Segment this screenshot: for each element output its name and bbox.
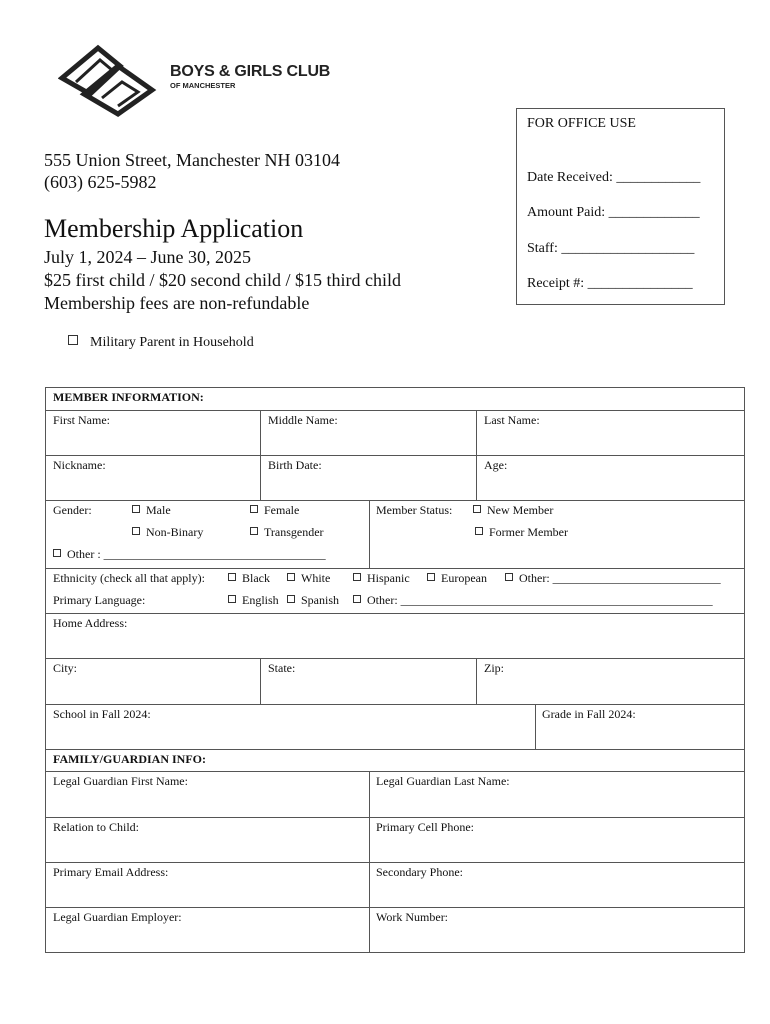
work-number-field[interactable]: Work Number:: [376, 910, 449, 924]
ethnicity-black-label: Black: [242, 571, 270, 585]
language-english-checkbox[interactable]: [228, 593, 279, 608]
page-title: Membership Application: [44, 214, 304, 243]
city-field[interactable]: City:: [53, 661, 78, 675]
ethnicity-label: Ethnicity (check all that apply):: [53, 571, 205, 585]
zip-field[interactable]: Zip:: [484, 661, 504, 675]
membership-fees: $25 first child / $20 second child / $15 third child: [44, 270, 401, 290]
member-info-header: MEMBER INFORMATION:: [53, 390, 204, 404]
club-phone: (603) 625-5982: [44, 172, 157, 192]
new-member-label: New Member: [487, 503, 554, 517]
first-name-field[interactable]: First Name:: [53, 413, 110, 427]
receipt-field[interactable]: Receipt #: _______________: [527, 276, 693, 291]
language-spanish-checkbox[interactable]: [287, 593, 339, 608]
ethnicity-hispanic-label: Hispanic: [367, 571, 410, 585]
ethnicity-european-checkbox[interactable]: [427, 571, 487, 586]
guardian-first-name-field[interactable]: Legal Guardian First Name:: [53, 774, 188, 788]
nickname-field[interactable]: Nickname:: [53, 458, 106, 472]
staff-field[interactable]: Staff: ___________________: [527, 241, 695, 256]
language-label: Primary Language:: [53, 593, 146, 607]
ethnicity-black-checkbox[interactable]: [228, 571, 270, 586]
membership-dates: July 1, 2024 – June 30, 2025: [44, 247, 251, 267]
gender-other-label: Other : _____________________________________: [67, 547, 326, 561]
checkbox-icon[interactable]: [473, 505, 481, 513]
gender-male-label: Male: [146, 503, 171, 517]
checkbox-icon[interactable]: [475, 527, 483, 535]
checkbox-icon[interactable]: [228, 573, 236, 581]
language-english-label: English: [242, 593, 279, 607]
guardian-employer-field[interactable]: Legal Guardian Employer:: [53, 910, 182, 924]
language-other-label: Other: ____________________________________________________: [367, 593, 713, 607]
guardian-last-name-field[interactable]: Legal Guardian Last Name:: [376, 774, 510, 788]
refund-policy: Membership fees are non-refundable: [44, 293, 310, 313]
ethnicity-white-label: White: [301, 571, 331, 585]
gender-female-label: Female: [264, 503, 300, 517]
new-member-checkbox[interactable]: [473, 503, 553, 518]
street-address: 555 Union Street, Manchester NH 03104: [44, 150, 340, 170]
gender-label: Gender:: [53, 503, 92, 517]
checkbox-icon[interactable]: [287, 595, 295, 603]
office-use-box: [516, 108, 725, 305]
primary-cell-field[interactable]: Primary Cell Phone:: [376, 820, 474, 834]
ethnicity-other-label: Other: ____________________________: [519, 571, 721, 585]
member-status-label: Member Status:: [376, 503, 453, 517]
grade-field[interactable]: Grade in Fall 2024:: [542, 707, 636, 721]
gender-transgender-label: Transgender: [264, 525, 324, 539]
gender-other-field[interactable]: [53, 547, 326, 562]
gender-female-checkbox[interactable]: [250, 503, 299, 518]
office-use-title: FOR OFFICE USE: [527, 116, 636, 131]
application-info: [44, 246, 401, 315]
gender-nonbinary-label: Non-Binary: [146, 525, 204, 539]
ethnicity-european-label: European: [441, 571, 487, 585]
gender-nonbinary-checkbox[interactable]: [132, 525, 203, 540]
secondary-phone-field[interactable]: Secondary Phone:: [376, 865, 463, 879]
relation-field[interactable]: Relation to Child:: [53, 820, 139, 834]
checkbox-icon[interactable]: [250, 527, 258, 535]
former-member-label: Former Member: [489, 525, 568, 539]
family-info-header: FAMILY/GUARDIAN INFO:: [53, 752, 206, 766]
logo-title: BOYS & GIRLS CLUB: [170, 63, 331, 80]
checkbox-icon[interactable]: [353, 573, 361, 581]
club-address: [44, 149, 340, 193]
gender-male-checkbox[interactable]: [132, 503, 171, 518]
last-name-field[interactable]: Last Name:: [484, 413, 540, 427]
membership-form-table: [45, 387, 745, 953]
logo-subtitle: OF MANCHESTER: [170, 81, 236, 90]
language-other-field[interactable]: [353, 593, 713, 608]
checkbox-icon[interactable]: [132, 527, 140, 535]
ethnicity-hispanic-checkbox[interactable]: [353, 571, 410, 586]
military-parent-checkbox[interactable]: [68, 335, 254, 351]
ethnicity-white-checkbox[interactable]: [287, 571, 330, 586]
date-received-field[interactable]: Date Received: ____________: [527, 170, 701, 185]
checkbox-icon[interactable]: [132, 505, 140, 513]
age-field[interactable]: Age:: [484, 458, 508, 472]
middle-name-field[interactable]: Middle Name:: [268, 413, 338, 427]
amount-paid-field[interactable]: Amount Paid: _____________: [527, 205, 700, 220]
checkbox-icon[interactable]: [228, 595, 236, 603]
military-parent-label: Military Parent in Household: [90, 335, 254, 350]
primary-email-field[interactable]: Primary Email Address:: [53, 865, 169, 879]
checkbox-icon[interactable]: [68, 335, 78, 345]
checkbox-icon[interactable]: [353, 595, 361, 603]
checkbox-icon[interactable]: [287, 573, 295, 581]
former-member-checkbox[interactable]: [475, 525, 568, 540]
checkbox-icon[interactable]: [505, 573, 513, 581]
school-field[interactable]: School in Fall 2024:: [53, 707, 151, 721]
gender-transgender-checkbox[interactable]: [250, 525, 324, 540]
language-spanish-label: Spanish: [301, 593, 340, 607]
checkbox-icon[interactable]: [53, 549, 61, 557]
checkbox-icon[interactable]: [250, 505, 258, 513]
state-field[interactable]: State:: [268, 661, 296, 675]
birth-date-field[interactable]: Birth Date:: [268, 458, 322, 472]
ethnicity-other-field[interactable]: [505, 571, 721, 586]
checkbox-icon[interactable]: [427, 573, 435, 581]
home-address-field[interactable]: Home Address:: [53, 616, 128, 630]
